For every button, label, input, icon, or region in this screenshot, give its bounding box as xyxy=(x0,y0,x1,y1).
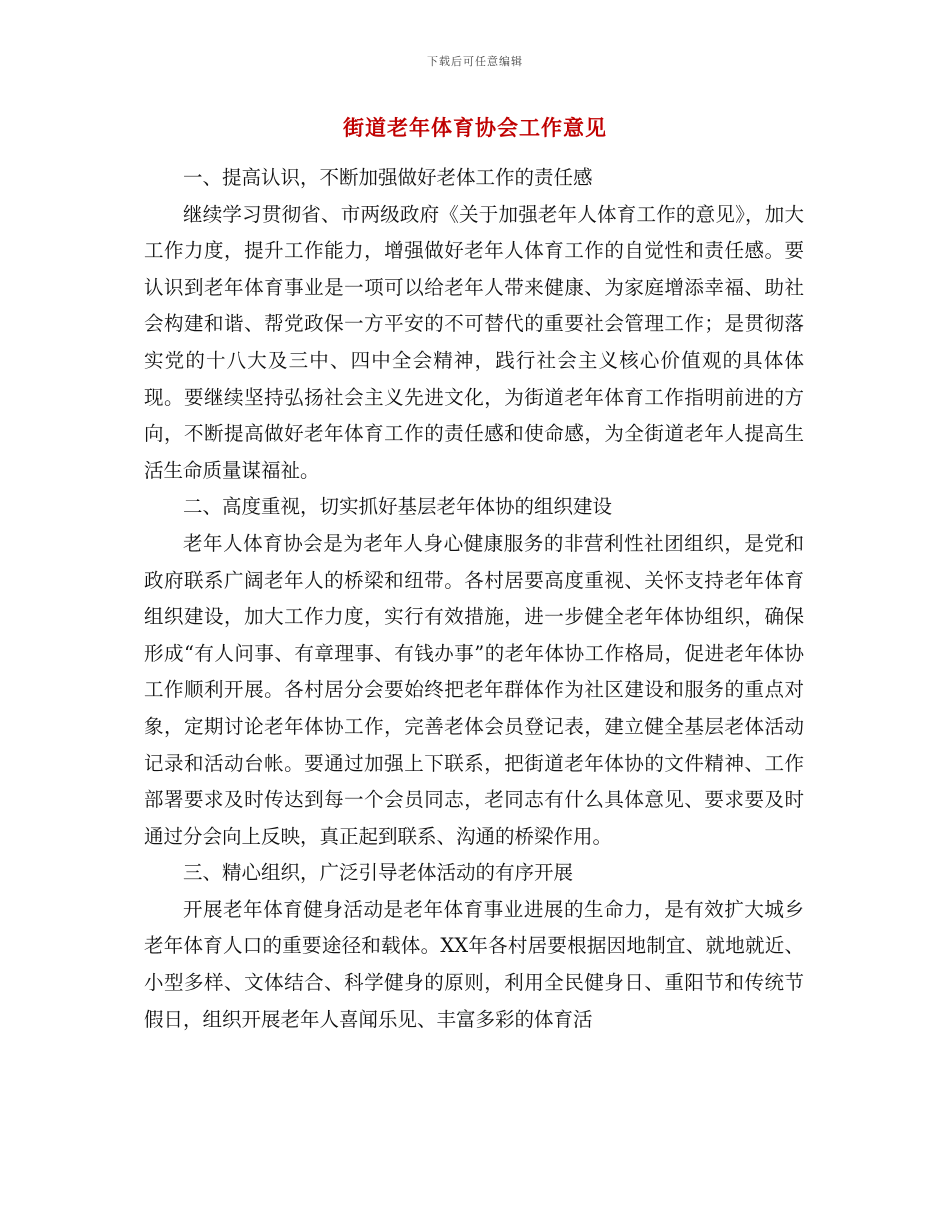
body-paragraph-3: 开展老年体育健身活动是老年体育事业进展的生命力，是有效扩大城乡老年体育人口的重要途径和载体。XX年各村居要根据因地制宜、就地就近、小型多样、文体结合、科学健身的原则，利用全民健身日、重阳节和传统节假日，组织开展老年人喜闻乐见、丰富多彩的体育活 xyxy=(144,897,804,1031)
body-paragraph-1: 继续学习贯彻省、市两级政府《关于加强老年人体育工作的意见》，加大工作力度，提升工作能力，增强做好老年人体育工作的自觉性和责任感。要认识到老年体育事业是一项可以给老年人带来健康、为家庭增添幸福、助社会构建和谐、帮党政保一方平安的不可替代的重要社会管理工作；是贯彻落实党的十八大及三中、四中全会精神，践行社会主义核心价值观的具体体现。要继续坚持弘扬社会主义先进文化，为街道老年体育工作指明前进的方向，不断提高做好老年体育工作的责任感和使命感，为全街道老年人提高生活生命质量谋福祉。 xyxy=(144,202,804,482)
section-heading-3: 三、精心组织，广泛引导老体活动的有序开展 xyxy=(183,861,574,885)
section-heading-2: 二、高度重视，切实抓好基层老年体协的组织建设 xyxy=(183,495,613,519)
document-title: 街道老年体育协会工作意见 xyxy=(343,116,607,140)
section-heading-1: 一、提高认识，不断加强做好老体工作的责任感 xyxy=(183,166,593,189)
body-paragraph-2: 老年人体育协会是为老年人身心健康服务的非营利性社团组织，是党和政府联系广阔老年人的桥梁和纽带。各村居要高度重视、关怀支持老年体育组织建设，加大工作力度，实行有效措施，进一步健全老年体协组织，确保形成“有人问事、有章理事、有钱办事”的老年体协工作格局，促进老年体协工作顺利开展。各村居分会要始终把老年群体作为社区建设和服务的重点对象，定期讨论老年体协工作，完善老体会员登记表，建立健全基层老体活动记录和活动台帐。要通过加强上下联系，把街道老年体协的文件精神、工作部署要求及时传达到每一个会员同志，老同志有什么具体意见、要求要及时通过分会向上反映，真正起到联系、沟通的桥梁作用。 xyxy=(144,531,804,848)
document-body xyxy=(144,160,804,1038)
page-header: 下载后可任意编辑 xyxy=(427,55,523,68)
